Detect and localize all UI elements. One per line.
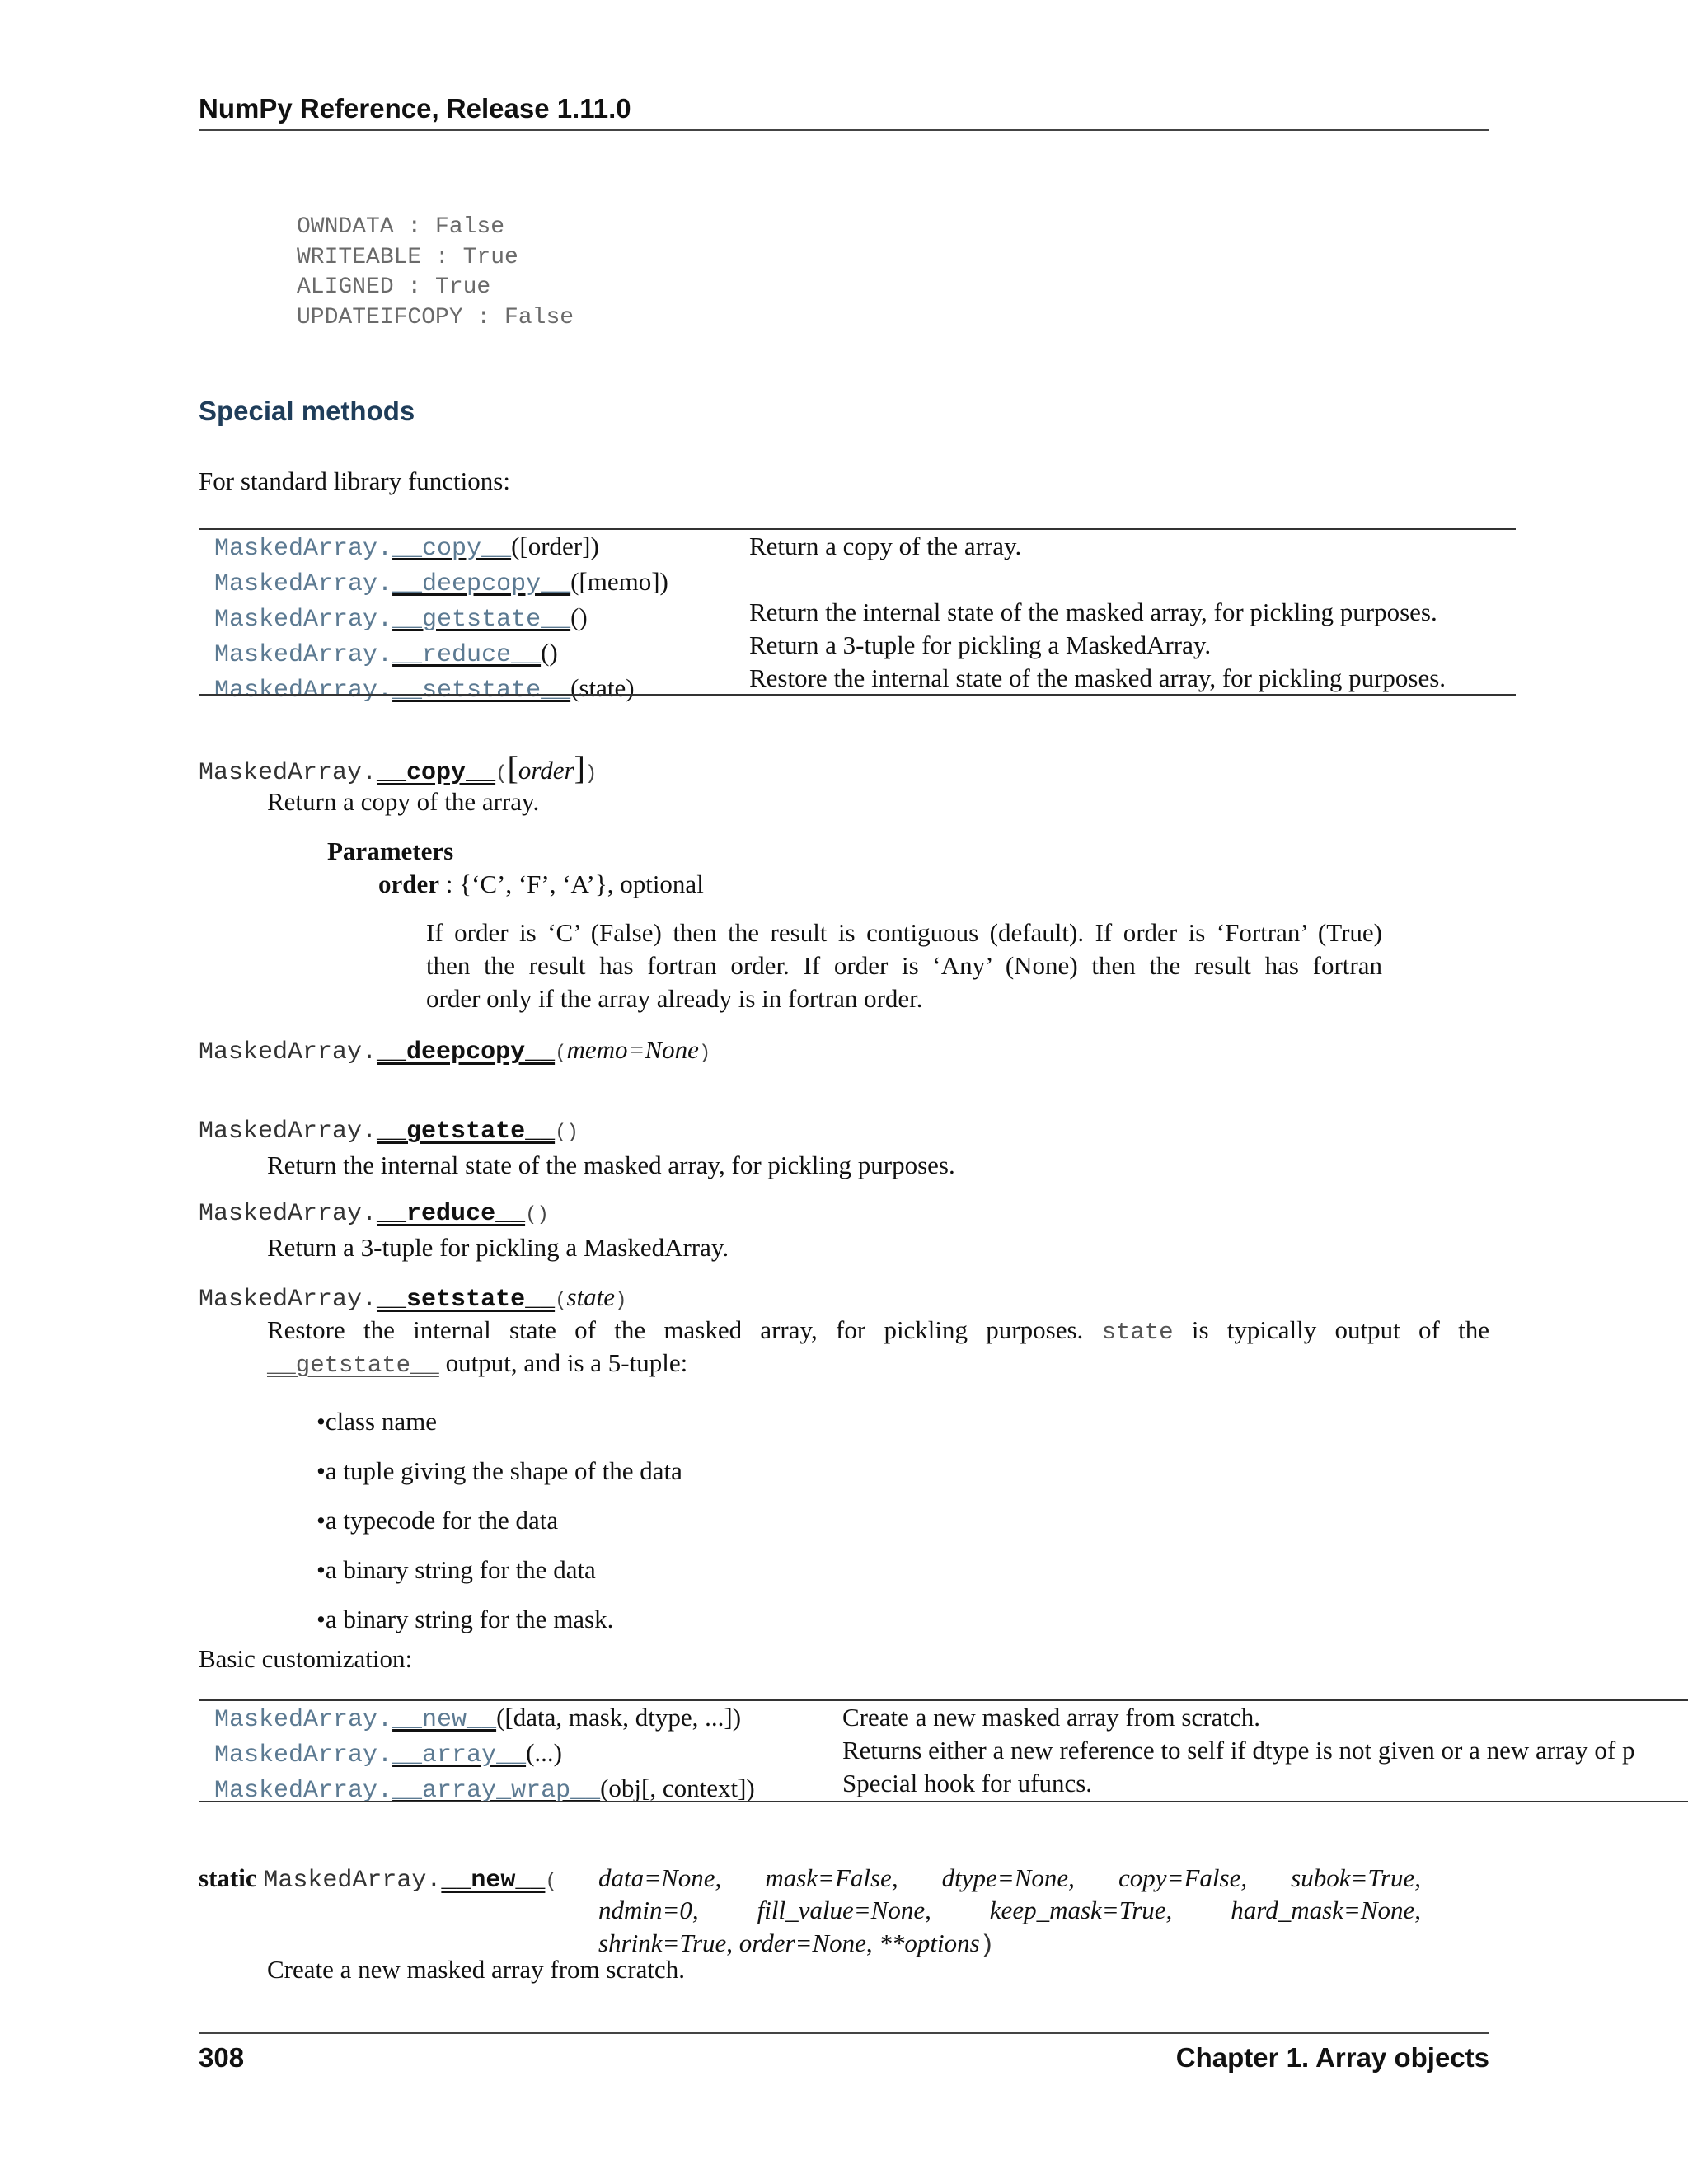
table2-bottom-rule — [199, 1801, 1688, 1802]
table-row-array-wrap[interactable]: MaskedArray.__array_wrap__(obj[, context]) — [214, 1774, 755, 1805]
table-row-new[interactable]: MaskedArray.__new__([data, mask, dtype, ...]) — [214, 1703, 742, 1734]
method-link[interactable]: MaskedArray.__copy__ — [214, 535, 512, 563]
section-heading: Special methods — [199, 396, 415, 426]
setstate-signature: MaskedArray.__setstate__(state) — [199, 1282, 627, 1314]
copy-description: Return a copy of the array. — [267, 787, 540, 816]
method-link[interactable]: MaskedArray.__setstate__ — [214, 677, 571, 705]
table-cell-desc: Create a new masked array from scratch. — [842, 1703, 1260, 1732]
method-link[interactable]: MaskedArray.__deepcopy__ — [214, 570, 571, 598]
table2-descriptions — [842, 1701, 1634, 1800]
reduce-description: Return a 3-tuple for pickling a MaskedArray. — [267, 1233, 729, 1262]
flags-code-block — [297, 213, 574, 333]
setstate-description-line-1: Restore the internal state of the masked array, for pickling purposes. state is typically output of the — [267, 1315, 1490, 1346]
section-intro: For standard library functions: — [199, 466, 510, 495]
flag-line: UPDATEIFCOPY : False — [297, 304, 574, 330]
table-row-setstate[interactable]: MaskedArray.__setstate__(state) — [214, 673, 635, 705]
table-row-reduce[interactable]: MaskedArray.__reduce__() — [214, 638, 558, 669]
deepcopy-signature: MaskedArray.__deepcopy__(memo=None) — [199, 1035, 711, 1066]
footer — [199, 2042, 1489, 2074]
new-params-line-2: ndmin=0, fill_value=None, keep_mask=True, hard_mask=None, — [598, 1896, 1422, 1924]
table-row-deepcopy[interactable]: MaskedArray.__deepcopy__([memo]) — [214, 567, 668, 598]
header-rule — [199, 129, 1489, 131]
method-link[interactable]: MaskedArray.__new__ — [214, 1706, 497, 1734]
table-row-getstate[interactable]: MaskedArray.__getstate__() — [214, 602, 588, 634]
getstate-description: Return the internal state of the masked array, for pickling purposes. — [267, 1151, 955, 1179]
new-description: Create a new masked array from scratch. — [267, 1955, 685, 1984]
list-item: •a typecode for the data — [316, 1506, 559, 1535]
chapter-title: Chapter 1. Array objects — [1175, 2042, 1489, 2073]
table-row-array[interactable]: MaskedArray.__array__(...) — [214, 1738, 562, 1769]
table1-names — [214, 530, 668, 707]
setstate-description-line-2: __getstate__ output, and is a 5-tuple: — [267, 1348, 688, 1379]
new-signature: static MaskedArray.__new__( — [199, 1863, 557, 1895]
running-header: NumPy Reference, Release 1.11.0 — [199, 93, 631, 124]
param-order: order : {‘C’, ‘F’, ‘A’}, optional — [378, 869, 704, 898]
list-item: •a binary string for the data — [316, 1555, 596, 1584]
method-link[interactable]: MaskedArray.__array__ — [214, 1741, 527, 1769]
static-keyword: static — [199, 1863, 257, 1892]
flag-line: OWNDATA : False — [297, 214, 505, 240]
reduce-signature: MaskedArray.__reduce__() — [199, 1200, 549, 1228]
param-desc-line-1: If order is ‘C’ (False) then the result is contiguous (default). If order is ‘Fortran’ (True) — [426, 918, 1382, 947]
list-item: •class name — [316, 1407, 437, 1436]
table-cell-desc: Return a 3-tuple for pickling a MaskedArray. — [749, 630, 1212, 659]
flag-line: ALIGNED : True — [297, 274, 491, 300]
table-cell-desc: Return the internal state of the masked array, for pickling purposes. — [749, 598, 1437, 626]
table-cell-desc: Return a copy of the array. — [749, 532, 1022, 560]
method-link[interactable]: MaskedArray.__array_wrap__ — [214, 1777, 601, 1805]
table-cell-desc: Restore the internal state of the masked array, for pickling purposes. — [749, 663, 1447, 692]
table-cell-desc — [749, 563, 1446, 596]
method-link[interactable]: MaskedArray.__getstate__ — [214, 606, 571, 634]
table1-descriptions — [749, 530, 1446, 695]
list-item: •a binary string for the mask. — [316, 1605, 614, 1633]
getstate-signature: MaskedArray.__getstate__() — [199, 1118, 579, 1146]
new-params-line-1: data=None, mask=False, dtype=None, copy=False, subok=True, — [598, 1863, 1422, 1892]
copy-signature: MaskedArray.__copy__([order]) — [199, 749, 598, 787]
table2-names — [214, 1701, 755, 1807]
table-cell-desc: Special hook for ufuncs. — [842, 1769, 1093, 1797]
table-row-copy[interactable]: MaskedArray.__copy__([order]) — [214, 532, 599, 563]
page-number: 308 — [199, 2042, 245, 2073]
param-desc-line-3: order only if the array already is in fortran order. — [426, 984, 923, 1013]
table1-bottom-rule — [199, 694, 1516, 696]
list-item: •a tuple giving the shape of the data — [316, 1456, 682, 1485]
parameters-heading: Parameters — [327, 837, 454, 865]
setstate-bullet-list — [316, 1397, 682, 1644]
method-link[interactable]: MaskedArray.__reduce__ — [214, 641, 542, 669]
flag-line: WRITEABLE : True — [297, 244, 518, 270]
param-desc-line-2: then the result has fortran order. If order is ‘Any’ (None) then the result has fortran — [426, 951, 1382, 980]
customization-intro: Basic customization: — [199, 1644, 413, 1673]
footer-rule — [199, 2032, 1489, 2034]
table-cell-desc: Returns either a new reference to self if dtype is not given or a new array of p — [842, 1736, 1635, 1765]
new-params-line-3: shrink=True, order=None, **options) — [598, 1929, 995, 1960]
